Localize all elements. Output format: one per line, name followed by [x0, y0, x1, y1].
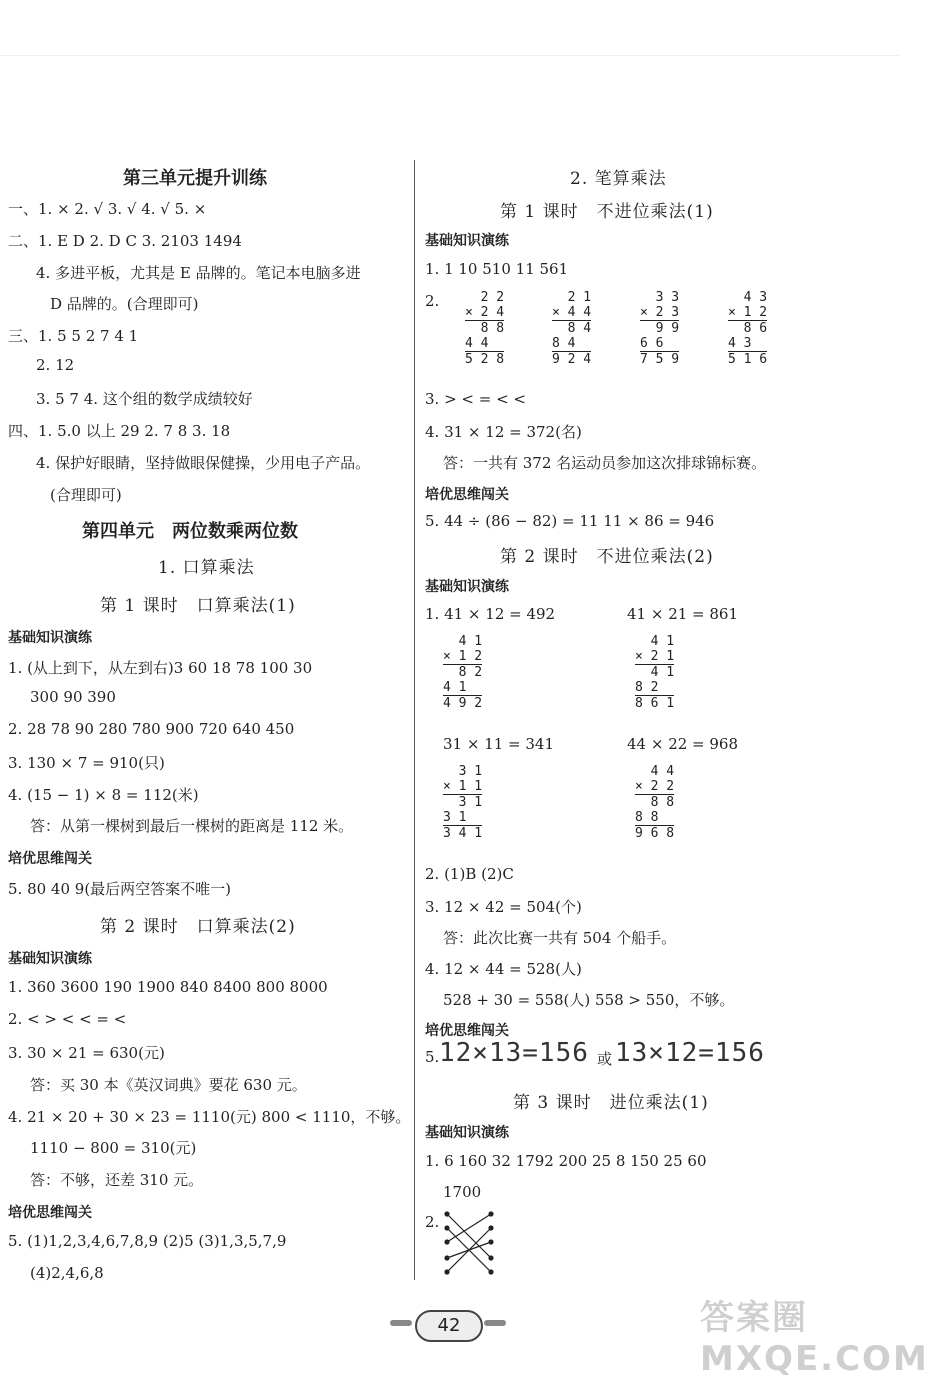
product: 3 4 1: [443, 826, 483, 841]
multiplier: × 2 4: [465, 305, 505, 320]
partial-product: 8 6: [728, 321, 768, 336]
section-heading: 基础知识演练: [425, 579, 509, 595]
ornament: [390, 1320, 412, 1326]
watermark-logo: [700, 1290, 929, 1390]
vertical-multiplication: [465, 290, 504, 367]
vertical-multiplication: [635, 634, 674, 711]
multiplicand: 3 3: [640, 290, 680, 305]
answer-line: 44 × 22 = 968: [627, 735, 739, 753]
answer-line: 1110 − 800 = 310(元): [30, 1139, 197, 1157]
answer-line: 1. (从上到下，从左到右)3 60 18 78 100 30: [8, 659, 313, 677]
section-heading: 基础知识演练: [8, 630, 92, 646]
answer-line: 三、1. 5 5 2 7 4 1: [8, 327, 139, 345]
answer-line: 答：一共有 372 名运动员参加这次排球锦标赛。: [443, 454, 767, 472]
vertical-multiplication: [552, 290, 591, 367]
partial-product: 4 1: [635, 665, 675, 680]
answer-line: 1. 360 3600 190 1900 840 8400 800 8000: [8, 978, 328, 996]
answer-line: 2. < > < < = <: [8, 1010, 127, 1028]
vertical-multiplication: [635, 764, 674, 841]
matching-lines-diagram: [439, 1208, 499, 1280]
partial-product: 8 2: [635, 680, 675, 695]
matchstick-equation: 12×13=156: [439, 1038, 589, 1068]
answer-line: 答：从第一棵树到最后一棵树的距离是 112 米。: [30, 817, 354, 835]
multiplicand: 3 1: [443, 764, 483, 779]
answer-line: 1700: [443, 1183, 482, 1201]
partial-product: 8 4: [552, 321, 592, 336]
partial-product: 4 1: [443, 680, 483, 695]
answer-line: 4. 21 × 20 + 30 × 23 = 1110(元) 800 < 1110，不够。: [8, 1108, 411, 1126]
answer-line: 4. 31 × 12 = 372(名): [425, 423, 582, 441]
answer-line: 4. 保护好眼睛，坚持做眼保健操，少用电子产品。: [36, 454, 371, 472]
section-heading: 基础知识演练: [425, 233, 509, 249]
partial-product: 6 6: [640, 336, 680, 351]
multiplicand: 2 1: [552, 290, 592, 305]
answer-line: 3. > < = < <: [425, 390, 526, 408]
watermark-text: 答案圈 MXQE.COM: [700, 1298, 929, 1379]
answer-line: 3. 130 × 7 = 910(只): [8, 754, 165, 772]
unit4-title: 第四单元 两位数乘两位数: [82, 521, 298, 542]
vertical-multiplication: [443, 634, 482, 711]
section-title: 1. 口算乘法: [158, 558, 255, 578]
top-margin-line: [0, 55, 900, 56]
answer-line: (4)2,4,6,8: [30, 1264, 104, 1282]
partial-product: 8 8: [465, 321, 505, 336]
multiplier: × 4 4: [552, 305, 592, 320]
answer-line: 5. 80 40 9(最后两空答案不唯一): [8, 880, 232, 898]
partial-product: 4 4: [465, 336, 505, 351]
unit3-title: 第三单元提升训练: [123, 168, 267, 189]
product: 5 2 8: [465, 352, 505, 367]
answer-line: 3. 5 7 4. 这个组的数学成绩较好: [36, 390, 253, 408]
answer-line: 答：买 30 本《英汉词典》要花 630 元。: [30, 1076, 307, 1094]
answer-line: 3. 12 × 42 = 504(个): [425, 898, 582, 916]
multiplier: × 2 2: [635, 779, 675, 794]
page-number-badge: [390, 1306, 510, 1342]
section-heading: 基础知识演练: [425, 1125, 509, 1141]
answer-line: 4. (15 − 1) × 8 = 112(米): [8, 786, 199, 804]
multiplicand: 4 1: [635, 634, 675, 649]
multiplicand: 4 3: [728, 290, 768, 305]
answer-line: 1. 41 × 12 = 492: [425, 605, 556, 623]
answer-line: 1. 1 10 510 11 561: [425, 260, 569, 278]
lesson-title: 第 2 课时 不进位乘法(2): [500, 547, 714, 567]
answer-line: 四、1. 5.0 以上 29 2. 7 8 3. 18: [8, 422, 231, 440]
product: 9 6 8: [635, 826, 675, 841]
partial-product: 9 9: [640, 321, 680, 336]
answer-label: 5.: [425, 1048, 440, 1066]
partial-product: 4 3: [728, 336, 768, 351]
product: 4 9 2: [443, 696, 483, 711]
page-number: 42: [415, 1310, 483, 1342]
multiplicand: 4 4: [635, 764, 675, 779]
multiplier: × 1 2: [443, 649, 483, 664]
multiplier: × 1 2: [728, 305, 768, 320]
answer-line: 4. 多进平板，尤其是 E 品牌的。笔记本电脑多进: [36, 264, 361, 282]
answer-line: 二、1. E D 2. D C 3. 2103 1494: [8, 232, 242, 250]
answer-line: D 品牌的。(合理即可): [50, 295, 199, 313]
lesson-title: 第 2 课时 口算乘法(2): [100, 917, 296, 937]
answer-line: 528 + 30 = 558(人) 558 > 550，不够。: [443, 991, 735, 1009]
answer-line: 答：此次比赛一共有 504 个船手。: [443, 929, 677, 947]
answer-line: 2. 28 78 90 280 780 900 720 640 450: [8, 720, 295, 738]
answer-line: 5. (1)1,2,3,4,6,7,8,9 (2)5 (3)1,3,5,7,9: [8, 1232, 287, 1250]
product: 9 2 4: [552, 352, 592, 367]
answer-line: 31 × 11 = 341: [443, 735, 555, 753]
column-divider: [414, 160, 415, 1280]
partial-product: 8 4: [552, 336, 592, 351]
vertical-multiplication: [728, 290, 767, 367]
lesson-title: 第 1 课时 口算乘法(1): [100, 596, 296, 616]
answer-line: 41 × 21 = 861: [627, 605, 739, 623]
section-heading: 培优思维闯关: [425, 487, 509, 503]
section-heading: 培优思维闯关: [8, 851, 92, 867]
multiplier: × 2 3: [640, 305, 680, 320]
answer-line: (合理即可): [50, 486, 122, 504]
partial-product: 3 1: [443, 795, 483, 810]
section-heading: 基础知识演练: [8, 951, 92, 967]
ornament: [484, 1320, 506, 1326]
or-label: 或: [597, 1050, 613, 1068]
product: 8 6 1: [635, 696, 675, 711]
multiplier: × 1 1: [443, 779, 483, 794]
answer-line: 2. 12: [36, 356, 75, 374]
answer-line: 一、1. × 2. √ 3. √ 4. √ 5. ×: [8, 200, 207, 218]
answer-line: 300 90 390: [30, 688, 116, 706]
answer-line: 1. 6 160 32 1792 200 25 8 150 25 60: [425, 1152, 707, 1170]
answer-label: 2.: [425, 1213, 440, 1231]
matchstick-equation: 13×12=156: [615, 1038, 765, 1068]
multiplier: × 2 1: [635, 649, 675, 664]
lesson-title: 第 3 课时 进位乘法(1): [513, 1093, 709, 1113]
section-title: 2. 笔算乘法: [570, 169, 667, 189]
partial-product: 8 8: [635, 810, 675, 825]
answer-line: 答：不够，还差 310 元。: [30, 1171, 204, 1189]
answer-line: 5. 44 ÷ (86 − 82) = 11 11 × 86 = 946: [425, 512, 715, 530]
multiplicand: 4 1: [443, 634, 483, 649]
partial-product: 8 8: [635, 795, 675, 810]
multiplicand: 2 2: [465, 290, 505, 305]
vertical-multiplication: [640, 290, 679, 367]
partial-product: 8 2: [443, 665, 483, 680]
answer-line: 2. (1)B (2)C: [425, 865, 514, 883]
vertical-multiplication: [443, 764, 482, 841]
product: 7 5 9: [640, 352, 680, 367]
lesson-title: 第 1 课时 不进位乘法(1): [500, 202, 714, 222]
product: 5 1 6: [728, 352, 768, 367]
section-heading: 培优思维闯关: [425, 1023, 509, 1039]
answer-label: 2.: [425, 292, 440, 310]
partial-product: 3 1: [443, 810, 483, 825]
answer-line: 3. 30 × 21 = 630(元): [8, 1044, 165, 1062]
answer-line: 4. 12 × 44 = 528(人): [425, 960, 582, 978]
section-heading: 培优思维闯关: [8, 1205, 92, 1221]
